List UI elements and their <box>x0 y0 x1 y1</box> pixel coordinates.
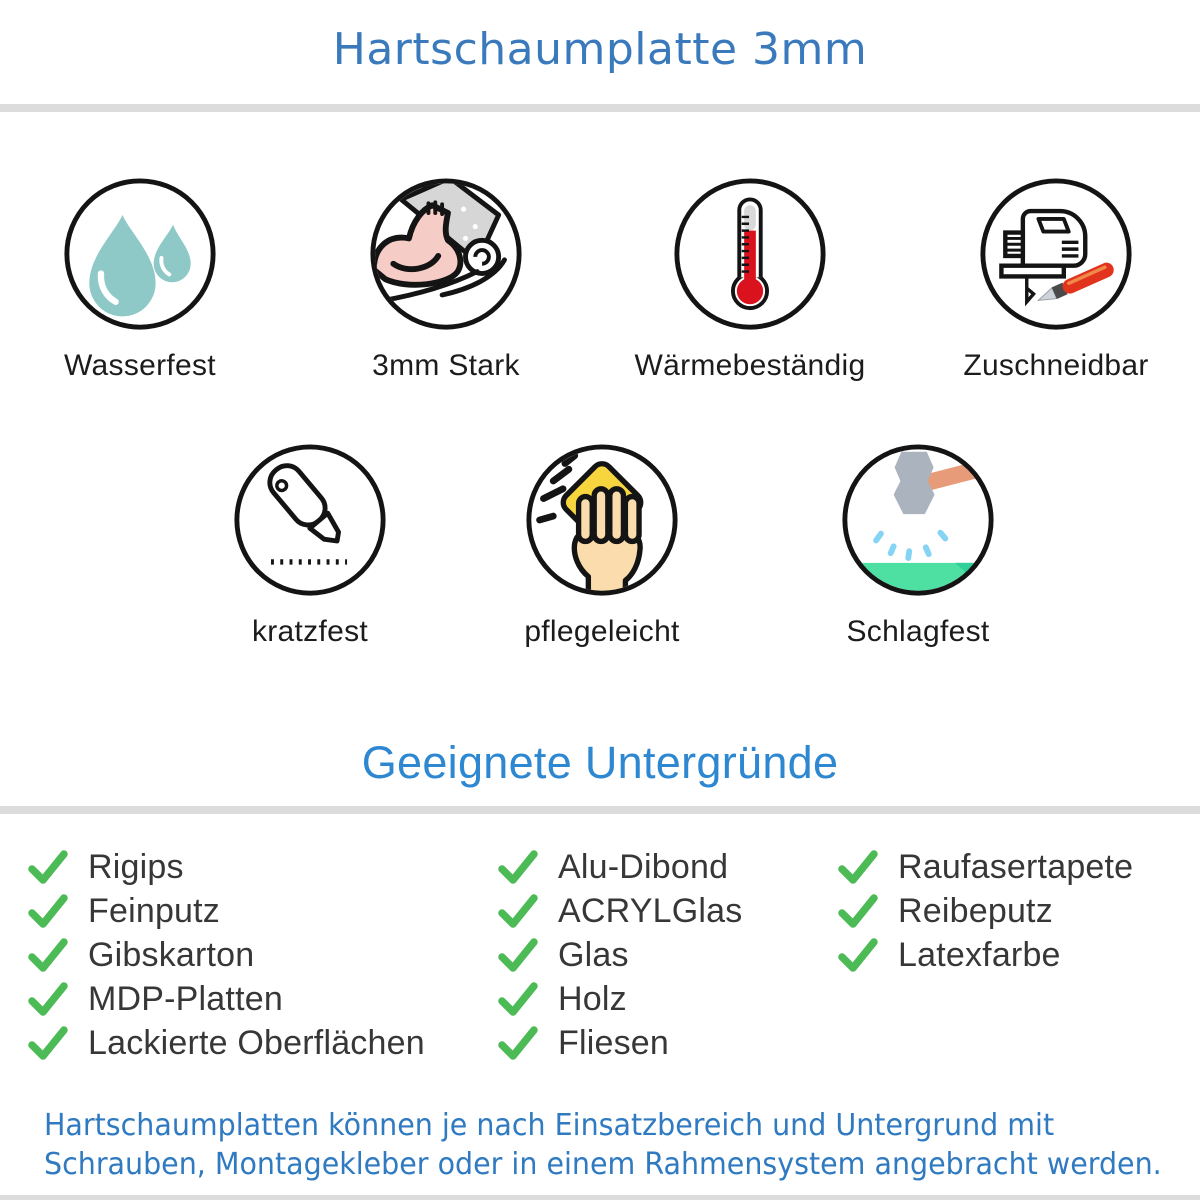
substrate-item <box>28 1025 425 1061</box>
feature-pflegeleicht <box>472 442 732 649</box>
substrate-item <box>498 981 742 1017</box>
feature-label: Zuschneidbar <box>963 349 1149 382</box>
substrate-column-3 <box>838 849 1133 981</box>
substrate-item <box>28 937 425 973</box>
divider-bottom <box>0 1195 1200 1200</box>
substrate-column-1 <box>28 849 425 1069</box>
water-drops-icon <box>62 176 218 332</box>
feature-label: Wärmebeständig <box>634 349 866 382</box>
divider-middle <box>0 806 1200 814</box>
substrate-item <box>28 893 425 929</box>
feature-kratzfest <box>180 442 440 649</box>
check-icon <box>498 849 538 886</box>
substrate-label: MDP-Platten <box>88 979 283 1018</box>
substrate-item <box>28 849 425 885</box>
substrate-column-2 <box>498 849 742 1069</box>
substrate-label: Glas <box>558 935 629 974</box>
jigsaw-cutter-icon <box>978 176 1134 332</box>
substrate-item <box>838 937 1133 973</box>
substrate-item <box>838 893 1133 929</box>
check-icon <box>28 849 68 886</box>
hammer-impact-icon <box>840 442 996 598</box>
substrate-label: Holz <box>558 979 627 1018</box>
feature-schlagfest <box>788 442 1048 649</box>
feature-label: Schlagfest <box>846 615 990 648</box>
page-title: Hartschaumplatte 3mm <box>332 24 868 75</box>
divider-top <box>0 104 1200 112</box>
substrate-item <box>498 1025 742 1061</box>
substrate-item <box>498 849 742 885</box>
substrate-label: ACRYLGlas <box>558 891 743 930</box>
check-icon <box>498 1025 538 1062</box>
substrate-label: Feinputz <box>88 891 221 930</box>
substrate-item <box>28 981 425 1017</box>
substrate-label: Alu-Dibond <box>558 847 729 886</box>
wiping-hand-icon <box>524 442 680 598</box>
feature-label: 3mm Stark <box>372 349 520 382</box>
check-icon <box>498 937 538 974</box>
substrate-label: Rigips <box>88 847 184 886</box>
flexed-arm-icon <box>368 176 524 332</box>
substrate-label: Reibeputz <box>898 891 1053 930</box>
substrate-label: Latexfarbe <box>898 935 1061 974</box>
check-icon <box>838 893 878 930</box>
feature-label: pflegeleicht <box>524 615 680 648</box>
feature-label: Wasserfest <box>64 349 216 382</box>
substrate-item <box>498 937 742 973</box>
thermometer-icon <box>672 176 828 332</box>
feature-label: kratzfest <box>251 615 369 648</box>
substrate-item <box>498 893 742 929</box>
section-title-untergruende: Geeignete Untergründe <box>361 737 839 788</box>
feature-wasserfest <box>10 176 270 383</box>
check-icon <box>498 981 538 1018</box>
mounting-note-line1: Hartschaumplatten können je nach Einsatzbereich und Untergrund mit <box>44 1108 1055 1143</box>
mounting-note-line2: Schrauben, Montagekleber oder in einem Rahmensystem angebracht werden. <box>44 1147 1162 1182</box>
check-icon <box>28 937 68 974</box>
check-icon <box>838 849 878 886</box>
check-icon <box>498 893 538 930</box>
check-icon <box>838 937 878 974</box>
substrate-label: Lackierte Oberflächen <box>88 1023 425 1062</box>
utility-knife-icon <box>232 442 388 598</box>
substrate-label: Raufasertapete <box>898 847 1134 886</box>
check-icon <box>28 1025 68 1062</box>
feature-zuschneidbar <box>926 176 1186 383</box>
substrate-item <box>838 849 1133 885</box>
check-icon <box>28 893 68 930</box>
substrate-label: Fliesen <box>558 1023 670 1062</box>
substrate-label: Gibskarton <box>88 935 255 974</box>
feature-3mm-stark <box>316 176 576 383</box>
feature-waermebestaendig <box>620 176 880 383</box>
check-icon <box>28 981 68 1018</box>
mounting-note <box>44 1106 1162 1184</box>
